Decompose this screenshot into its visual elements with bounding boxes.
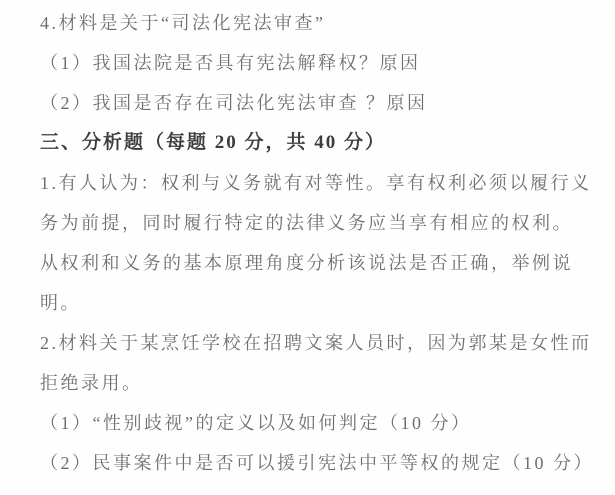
section3-q2-line2: 拒绝录用。 xyxy=(40,373,143,393)
question4-subquestion-2: （2）我国是否存在司法化宪法审查 ？原因 xyxy=(40,93,428,113)
section3-q1-line2: 务为前提，同时履行特定的法律义务应当享有相应的权利。 xyxy=(40,213,573,233)
section3-q2-line1: 2.材料关于某烹饪学校在招聘文案人员时，因为郭某是女性而 xyxy=(40,333,592,353)
section3-q2-subquestion-1: （1）“性别歧视”的定义以及如何判定（10 分） xyxy=(40,413,472,433)
section3-q2-subquestion-2: （2）民事案件中是否可以援引宪法中平等权的规定（10 分） xyxy=(40,453,594,473)
section3-q1-line1: 1.有人认为：权利与义务就有对等性。享有权利必须以履行义 xyxy=(40,173,592,193)
section3-heading: 三、分析题（每题 20 分，共 40 分） xyxy=(40,132,387,153)
section3-q1-line4: 明。 xyxy=(40,293,81,313)
question4-subquestion-1: （1）我国法院是否具有宪法解释权？原因 xyxy=(40,53,421,73)
section3-q1-line3: 从权利和义务的基本原理角度分析该说法是否正确，举例说 xyxy=(40,253,573,273)
question4-intro: 4.材料是关于“司法化宪法审查” xyxy=(40,13,326,33)
